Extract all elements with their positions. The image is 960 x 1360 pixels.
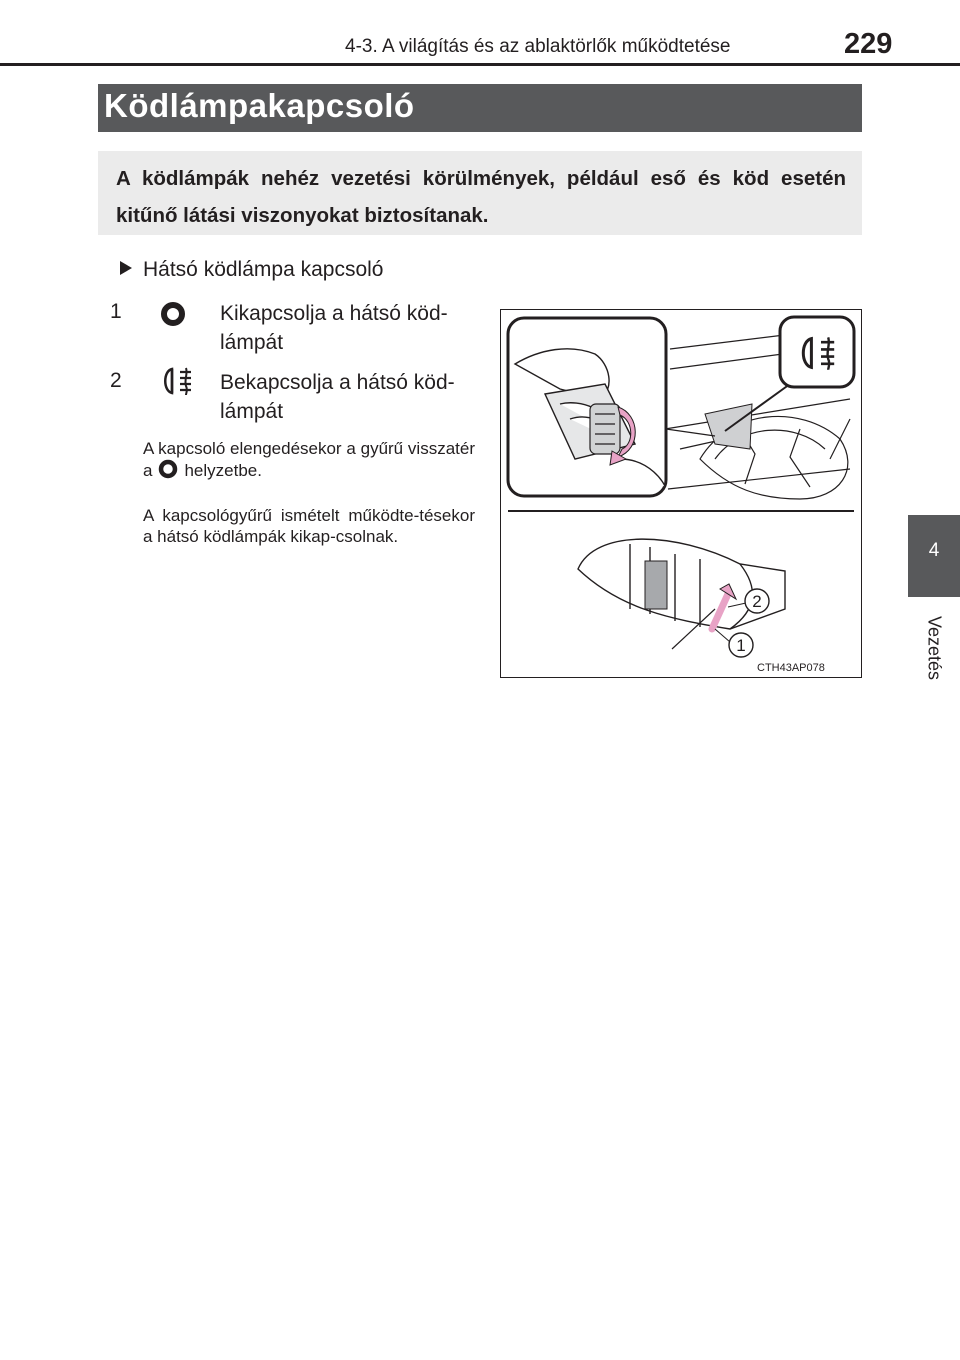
figure-label-1: 1 [736, 636, 746, 655]
note-ring-release-text: A kapcsoló elengedésekor a gyűrű visszatér a [143, 439, 475, 480]
item-text-2: Bekapcsolja a hátsó köd-lámpát [220, 371, 455, 423]
section-title: Ködlámpakapcsoló [104, 87, 415, 124]
chapter-number: 4 [928, 540, 940, 561]
running-header-section: 4-3. A világítás és az ablaktörlők működtetése [345, 36, 731, 57]
fog-lamp-off-icon [160, 301, 186, 332]
figure-code: CTH43AP078 [757, 662, 825, 674]
figure-label-2: 2 [752, 592, 762, 611]
subsection-heading-text: Hátsó ködlámpa kapcsoló [143, 258, 384, 281]
item-number-2: 2 [110, 369, 122, 392]
intro-text: A ködlámpák nehéz vezetési körülmények, például eső és köd esetén kitűnő látási viszonyokat biztosítanak. [116, 167, 846, 227]
fog-lamp-off-inline-icon [158, 459, 178, 484]
item-number-1: 1 [110, 300, 122, 323]
fog-switch-illustration [500, 309, 862, 678]
chapter-label: Vezetés [924, 615, 945, 681]
page-number: 229 [844, 28, 893, 60]
header-rule [0, 63, 960, 66]
item-text-1: Kikapcsolja a hátsó köd-lámpát [220, 302, 448, 354]
subsection-heading [120, 258, 383, 282]
note-ring-release [143, 438, 475, 484]
note-repeat-operation: A kapcsológyűrű ismételt működte-tésekor a hátsó ködlámpák kikap-csolnak. [143, 506, 475, 546]
rear-fog-lamp-icon [160, 366, 194, 401]
triangle-bullet-icon [120, 261, 132, 275]
note-ring-release-suffix: helyzetbe. [184, 461, 262, 480]
